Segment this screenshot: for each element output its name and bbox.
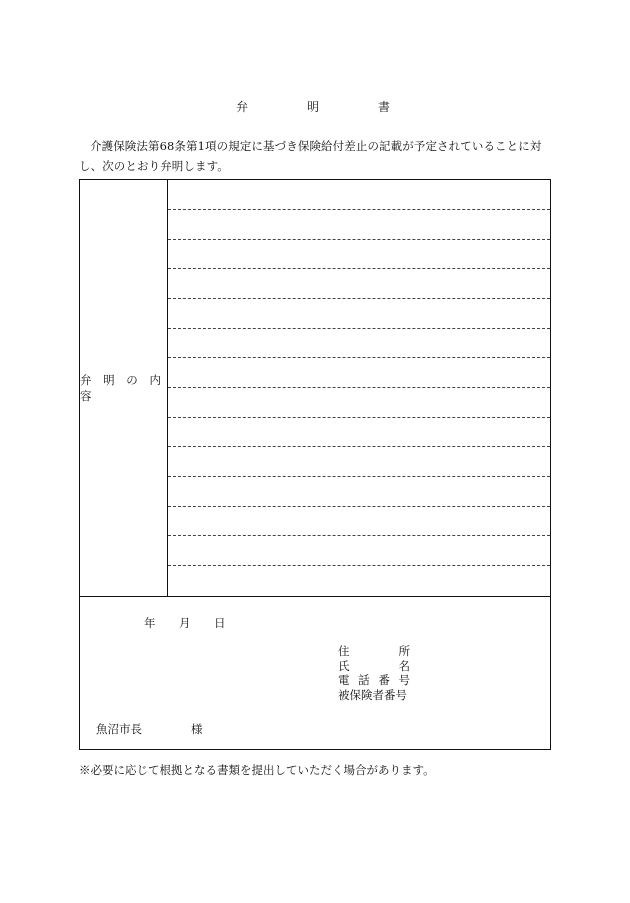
document-title — [0, 98, 630, 114]
intro-line-2: し、次のとおり弁明します。 — [79, 159, 229, 173]
intro-paragraph — [79, 136, 559, 176]
explanation-writing-area[interactable] — [168, 180, 550, 596]
writing-line — [168, 476, 550, 477]
writing-line — [168, 387, 550, 388]
writing-line — [168, 417, 550, 418]
explanation-form — [79, 179, 551, 750]
date-day-label: 日 — [214, 616, 226, 630]
signature-section — [80, 597, 550, 749]
explanation-content-section — [80, 180, 550, 597]
phone-label: 電 話 番 号 — [338, 673, 410, 687]
title-char-3: 書 — [378, 100, 391, 114]
title-char-1: 弁 — [236, 100, 249, 114]
recipient-mayor: 魚沼市長 — [96, 722, 142, 736]
date-month-label: 月 — [179, 616, 191, 630]
writing-line — [168, 298, 550, 299]
writing-line — [168, 446, 550, 447]
writing-line — [168, 239, 550, 240]
applicant-info — [338, 644, 410, 702]
title-char-2: 明 — [307, 100, 320, 114]
intro-line-1: 介護保険法第68条第1項の規定に基づき保険給付差止の記載が予定されていることに対 — [90, 139, 542, 153]
writing-line — [168, 209, 550, 210]
writing-line — [168, 268, 550, 269]
footnote: ※必要に応じて根拠となる書類を提出していただく場合があります。 — [79, 763, 435, 777]
address-label: 住 所 — [338, 644, 410, 658]
recipient-honorific: 様 — [191, 722, 203, 736]
writing-line — [168, 565, 550, 566]
writing-line — [168, 506, 550, 507]
date-year-label: 年 — [144, 616, 156, 630]
insured-number-label: 被保険者番号 — [338, 687, 407, 702]
writing-line — [168, 357, 550, 358]
name-label: 氏 名 — [338, 658, 410, 673]
writing-line — [168, 535, 550, 536]
explanation-content-label: 弁 明 の 内 容 — [80, 180, 168, 596]
writing-line — [168, 328, 550, 329]
